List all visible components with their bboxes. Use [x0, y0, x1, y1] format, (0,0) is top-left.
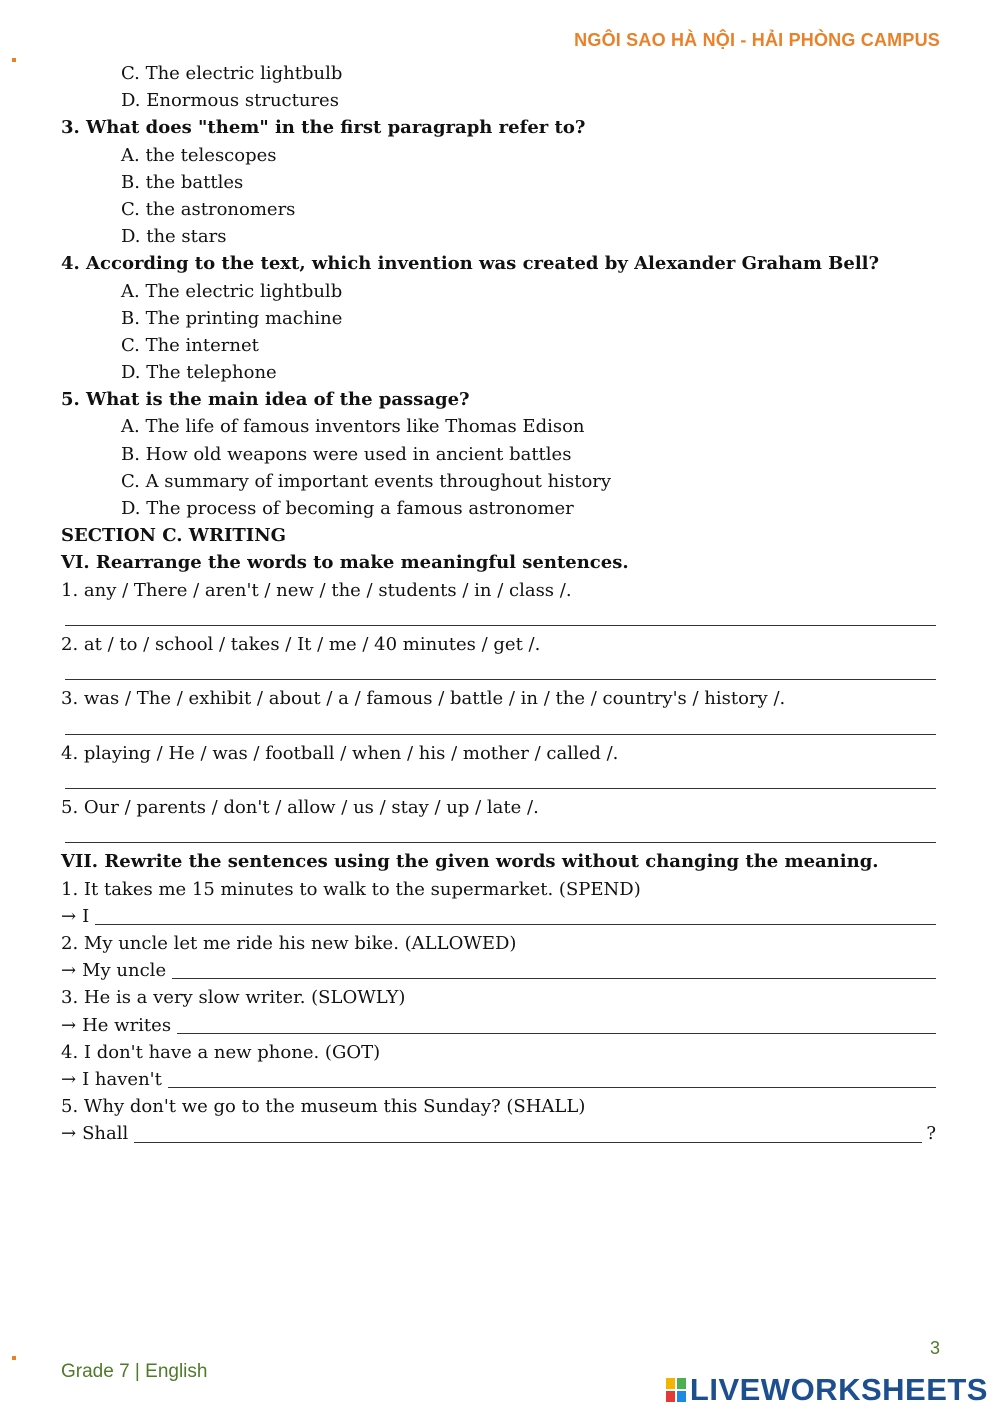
rewrite-sentence: 5. Why don't we go to the museum this Sunday? (SHALL)	[61, 1096, 586, 1118]
answer-prompt: I haven't	[82, 1068, 162, 1090]
rewrite-answer	[61, 1066, 936, 1093]
option: C. the astronomers	[121, 198, 296, 220]
question-mark: ?	[926, 1123, 936, 1145]
answer-input[interactable]	[172, 958, 936, 979]
answer-line[interactable]	[61, 821, 936, 848]
answer-input[interactable]	[95, 904, 936, 925]
arrow-icon: →	[61, 905, 77, 927]
arrow-icon: →	[61, 1123, 77, 1145]
rewrite-sentence: 4. I don't have a new phone. (GOT)	[61, 1041, 381, 1063]
arrow-icon: →	[61, 960, 77, 982]
rearrange-item: 4. playing / He / was / football / when / his / mother / called /.	[61, 742, 619, 764]
answer-line[interactable]	[61, 658, 936, 685]
logo-text: LIVEWORKSHEETS	[689, 1372, 988, 1407]
campus-header: NGÔI SAO HÀ NỘI - HẢI PHÒNG CAMPUS	[574, 30, 940, 50]
question-3: 3. What does "them" in the first paragraph refer to?	[61, 117, 586, 139]
rewrite-sentence: 1. It takes me 15 minutes to walk to the supermarket. (SPEND)	[61, 878, 641, 900]
answer-prompt: My uncle	[82, 960, 167, 982]
option: A. the telescopes	[121, 144, 277, 166]
option: B. The printing machine	[121, 307, 343, 329]
option: D. The process of becoming a famous astronomer	[121, 498, 574, 519]
option: C. The internet	[121, 334, 259, 356]
corner-dot	[12, 1356, 16, 1360]
rearrange-item: 3. was / The / exhibit / about / a / famous / battle / in / the / country's / history /.	[61, 688, 786, 710]
option: A. The electric lightbulb	[121, 280, 343, 302]
exercise-title-7: VII. Rewrite the sentences using the given words without changing the meaning.	[61, 851, 879, 873]
arrow-icon: →	[61, 1014, 77, 1036]
rewrite-answer	[61, 957, 936, 984]
rewrite-answer	[61, 1012, 936, 1039]
section-heading: SECTION C. WRITING	[61, 525, 287, 547]
rewrite-sentence: 3. He is a very slow writer. (SLOWLY)	[61, 987, 406, 1009]
option: D. the stars	[121, 226, 227, 248]
rewrite-answer	[61, 903, 936, 930]
rearrange-item: 1. any / There / aren't / new / the / students / in / class /.	[61, 579, 572, 601]
arrow-icon: →	[61, 1068, 77, 1090]
rewrite-answer	[61, 1120, 936, 1147]
answer-prompt: I	[82, 905, 90, 927]
page-number: 3	[929, 1338, 940, 1358]
answer-line[interactable]	[61, 767, 936, 794]
answer-prompt: He writes	[82, 1014, 172, 1036]
liveworksheets-logo[interactable]	[666, 1372, 988, 1408]
logo-icon	[666, 1378, 686, 1402]
option: C. A summary of important events throughout history	[121, 470, 612, 492]
answer-input[interactable]	[177, 1013, 936, 1034]
worksheet-body	[61, 60, 936, 1148]
option: C. The electric lightbulb	[121, 63, 343, 84]
rearrange-item: 5. Our / parents / don't / allow / us / stay / up / late /.	[61, 797, 539, 819]
answer-line[interactable]	[61, 604, 936, 631]
answer-input[interactable]	[168, 1067, 936, 1088]
answer-prompt: Shall	[82, 1123, 129, 1145]
option: B. How old weapons were used in ancient battles	[121, 443, 572, 465]
option: D. The telephone	[121, 362, 277, 384]
question-5: 5. What is the main idea of the passage?	[61, 389, 470, 411]
answer-line[interactable]	[61, 713, 936, 740]
corner-dot	[12, 58, 16, 62]
answer-input[interactable]	[134, 1122, 922, 1143]
rearrange-item: 2. at / to / school / takes / It / me / 40 minutes / get /.	[61, 633, 541, 655]
footer-grade: Grade 7 | English	[61, 1361, 208, 1382]
exercise-title-6: VI. Rearrange the words to make meaningful sentences.	[61, 552, 629, 574]
option: A. The life of famous inventors like Thomas Edison	[121, 416, 585, 438]
question-4: 4. According to the text, which invention was created by Alexander Graham Bell?	[61, 253, 880, 275]
rewrite-sentence: 2. My uncle let me ride his new bike. (ALLOWED)	[61, 933, 517, 954]
option: B. the battles	[121, 171, 244, 193]
option: D. Enormous structures	[121, 90, 339, 112]
